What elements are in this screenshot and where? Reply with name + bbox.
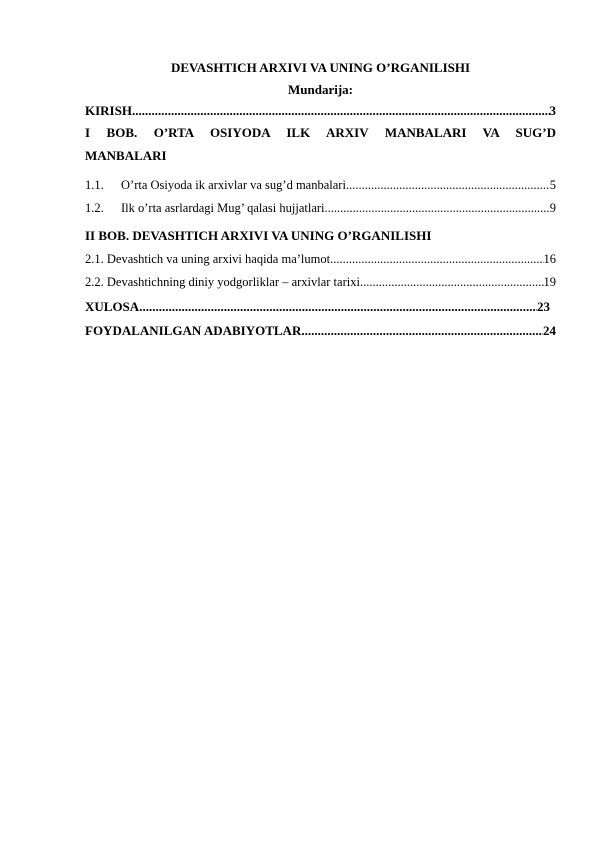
toc-entry-2-1[interactable]: [85, 252, 556, 270]
document-title: DEVASHTICH ARXIVI VA UNING O’RGANILISHI: [170, 60, 471, 75]
toc-entry-label: FOYDALANILGAN ADABIYOTLAR: [85, 323, 302, 338]
toc-page-number: 9: [549, 201, 556, 215]
toc-page-number: 19: [543, 275, 556, 289]
toc-section-number: 1.1.: [85, 178, 104, 192]
toc-entry-chapter1-line2[interactable]: MANBALARI: [85, 148, 167, 163]
toc-page-number: 16: [543, 252, 556, 266]
toc-leader-dots: [360, 275, 544, 290]
toc-entry-label: KIRISH: [85, 103, 132, 118]
toc-entry-1-2[interactable]: [85, 201, 556, 219]
toc-page-number: 23: [537, 299, 550, 314]
toc-page-number: 3: [549, 103, 556, 118]
toc-entry-label: XULOSA: [85, 299, 140, 314]
toc-entry-chapter1-line1[interactable]: I BOB. O’RTA OSIYODA ILK ARXIV MANBALARI VA SUG’D: [85, 125, 556, 140]
toc-heading: Mundarija:: [288, 82, 353, 97]
toc-entry-label: O’rta Osiyoda ik arxivlar va sug’d manbalari: [121, 178, 346, 192]
toc-page-number: 24: [543, 323, 556, 338]
toc-entry-1-1[interactable]: [85, 178, 556, 196]
toc-leader-dots: [346, 178, 550, 193]
toc-entry-chapter2[interactable]: II BOB. DEVASHTICH ARXIVI VA UNING O’RGANILISHI: [85, 228, 432, 243]
toc-leader-dots: [330, 252, 543, 267]
toc-leader-dots: [139, 299, 537, 315]
toc-entry-label: 2.1. Devashtich va uning arxivi haqida ma’lumot: [85, 252, 331, 266]
toc-entry-label: 2.2. Devashtichning diniy yodgorliklar – arxivlar tarixi: [85, 275, 360, 289]
toc-entry-xulosa[interactable]: [85, 299, 550, 317]
toc-page-number: 5: [549, 178, 556, 192]
toc-entry-kirish[interactable]: [85, 103, 556, 121]
toc-leader-dots: [132, 103, 550, 119]
toc-entry-label: Ilk o’rta asrlardagi Mug’ qalasi hujjatlari: [121, 201, 325, 215]
toc-leader-dots: [325, 201, 550, 216]
toc-leader-dots: [301, 323, 543, 339]
toc-entry-2-2[interactable]: [85, 275, 556, 293]
toc-entry-adabiyotlar[interactable]: [85, 323, 556, 341]
toc-section-number: 1.2.: [85, 201, 104, 215]
